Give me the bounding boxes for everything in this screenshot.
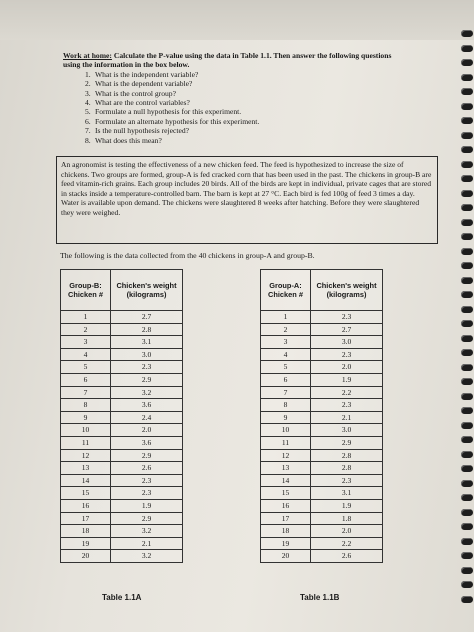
chicken-number-cell: 18 [261,525,311,538]
table-row [261,323,383,336]
table-row [61,361,183,374]
table-group-b [60,269,183,563]
weight-cell: 1.8 [311,512,383,525]
question-text: Formulate an alternate hypothesis for this experiment. [95,116,260,126]
question-item [63,98,463,107]
weight-cell: 1.9 [111,499,183,512]
weight-cell: 2.3 [111,487,183,500]
spiral-coil [461,320,473,327]
scenario-box: An agronomist is testing the effectiveness of a new chicken feed. The feed is hypothesized to increase the size of chickens. Two groups are formed, group-A is fed cracked corn that has been used in the past. The chickens in group-B are feed vitamin-rich grains. Each group includes 20 birds. All of the birds are kept in individual, private cages that are stored in stacks inside a temperature-controlled barn. The barn is kept at 27 °C. Each bird is fed 100g of feed 3 times a day. Water is available upon demand. The chickens were slaughtered 8 weeks after hatching. Before they were slaughtered they were weighed. [56,156,438,244]
chicken-number-cell: 13 [261,462,311,475]
chicken-number-cell: 11 [261,436,311,449]
chicken-number-cell: 7 [261,386,311,399]
question-item [63,107,463,116]
spiral-coil [461,596,473,603]
table-row [261,361,383,374]
question-number: 7. [85,126,91,136]
weight-cell: 3.1 [111,336,183,349]
weight-cell: 2.9 [111,449,183,462]
spiral-coil [461,306,473,313]
question-text: Formulate a null hypothesis for this experiment. [95,107,242,117]
question-number: 5. [85,107,91,117]
chicken-number-cell: 17 [261,512,311,525]
spiral-coil [461,277,473,284]
chicken-number-cell: 16 [261,499,311,512]
chicken-number-cell: 5 [261,361,311,374]
table-row [261,411,383,424]
spiral-coil [461,523,473,530]
table-row [261,386,383,399]
weight-cell: 3.6 [111,399,183,412]
weight-cell: 1.9 [311,499,383,512]
table-row [61,311,183,324]
question-number: 1. [85,69,91,79]
data-intro-text: The following is the data collected from the 40 chickens in group-A and group-B. [60,251,315,260]
table-row [61,462,183,475]
weight-cell: 3.0 [311,424,383,437]
table-row [261,487,383,500]
table-row [61,537,183,550]
chicken-number-cell: 7 [61,386,111,399]
page-top-shadow [0,0,474,40]
chicken-number-cell: 8 [61,399,111,412]
table-row [261,474,383,487]
chicken-number-cell: 4 [261,348,311,361]
question-text: Is the null hypothesis rejected? [95,126,190,136]
table-row [261,399,383,412]
chicken-number-cell: 10 [261,424,311,437]
spiral-coil [461,436,473,443]
chicken-number-cell: 2 [61,323,111,336]
question-item [63,70,463,79]
question-item [63,126,463,135]
weight-cell: 3.2 [111,525,183,538]
weight-cell: 2.3 [311,311,383,324]
instructions-heading [63,51,463,60]
table-row [61,512,183,525]
instructions-heading-line2: using the information in the box below. [63,60,190,70]
question-item [63,136,463,145]
spiral-coil [461,233,473,240]
question-number: 2. [85,79,91,89]
table-row [61,424,183,437]
weight-cell: 2.2 [311,386,383,399]
table-row [61,411,183,424]
chicken-number-cell: 9 [61,411,111,424]
table-group-a [260,269,383,563]
table-b-header-weight: Chicken's weight (kilograms) [311,270,383,311]
chicken-number-cell: 15 [61,487,111,500]
weight-cell: 1.9 [311,373,383,386]
weight-cell: 2.3 [311,399,383,412]
chicken-number-cell: 10 [61,424,111,437]
chicken-number-cell: 18 [61,525,111,538]
table-row [261,462,383,475]
question-number: 4. [85,98,91,108]
spiral-coil [461,146,473,153]
weight-cell: 2.4 [111,411,183,424]
weight-cell: 2.2 [311,537,383,550]
spiral-coil [461,30,473,37]
question-list [63,70,463,145]
chicken-number-cell: 17 [61,512,111,525]
question-item [63,117,463,126]
chicken-number-cell: 19 [261,537,311,550]
table-row [61,323,183,336]
weight-cell: 2.3 [311,474,383,487]
table-row [261,424,383,437]
chicken-number-cell: 20 [261,550,311,563]
chicken-number-cell: 1 [261,311,311,324]
table-row [61,550,183,563]
spiral-coil [461,538,473,545]
spiral-coil [461,480,473,487]
weight-cell: 2.7 [111,311,183,324]
question-item [63,79,463,88]
spiral-coil [461,335,473,342]
weight-cell: 2.9 [111,373,183,386]
spiral-coil [461,219,473,226]
table-b-header-chicken: Group-A: Chicken # [261,270,311,311]
weight-cell: 3.0 [111,348,183,361]
table-row [61,499,183,512]
spiral-coil [461,422,473,429]
table-row [61,399,183,412]
table-row [61,487,183,500]
table-row [61,525,183,538]
chicken-number-cell: 3 [61,336,111,349]
table-row [261,336,383,349]
chicken-number-cell: 16 [61,499,111,512]
table-row [61,373,183,386]
question-text: What are the control variables? [95,98,190,108]
chicken-number-cell: 14 [261,474,311,487]
spiral-coil [461,349,473,356]
chicken-number-cell: 1 [61,311,111,324]
spiral-coil [461,175,473,182]
chicken-number-cell: 9 [261,411,311,424]
weight-cell: 3.1 [311,487,383,500]
table-row [261,311,383,324]
weight-cell: 2.0 [311,525,383,538]
spiral-coil [461,204,473,211]
weight-cell: 3.2 [111,386,183,399]
chicken-number-cell: 14 [61,474,111,487]
spiral-coil [461,161,473,168]
weight-cell: 2.0 [111,424,183,437]
spiral-coil [461,190,473,197]
weight-cell: 2.3 [111,474,183,487]
weight-cell: 2.0 [311,361,383,374]
spiral-coil [461,407,473,414]
chicken-number-cell: 19 [61,537,111,550]
weight-cell: 2.9 [311,436,383,449]
table-a-header-weight: Chicken's weight (kilograms) [111,270,183,311]
question-text: What is the control group? [95,88,176,98]
weight-cell: 2.3 [111,361,183,374]
table-b-caption: Table 1.1B [300,593,340,602]
spiral-coil [461,262,473,269]
table-row [61,436,183,449]
weight-cell: 2.3 [311,348,383,361]
weight-cell: 2.9 [111,512,183,525]
instructions [63,51,463,145]
table-a-header-chicken: Group-B: Chicken # [61,270,111,311]
table-row [261,499,383,512]
spiral-coil [461,509,473,516]
table-row [61,386,183,399]
chicken-number-cell: 6 [61,373,111,386]
question-number: 8. [85,135,91,145]
chicken-number-cell: 2 [261,323,311,336]
table-row [261,373,383,386]
instructions-heading-text: Calculate the P-value using the data in Table 1.1. Then answer the following questions [113,51,392,60]
chicken-number-cell: 4 [61,348,111,361]
chicken-number-cell: 12 [61,449,111,462]
question-text: What does this mean? [95,135,162,145]
table-row [261,512,383,525]
spiral-coil [461,552,473,559]
spiral-coil [461,291,473,298]
table-row [261,348,383,361]
weight-cell: 2.1 [311,411,383,424]
table-row [61,474,183,487]
weight-cell: 2.6 [111,462,183,475]
question-number: 3. [85,88,91,98]
weight-cell: 2.6 [311,550,383,563]
spiral-coil [461,581,473,588]
question-item [63,89,463,98]
spiral-coil [461,364,473,371]
weight-cell: 2.8 [311,462,383,475]
spiral-coil [461,248,473,255]
chicken-number-cell: 8 [261,399,311,412]
weight-cell: 3.2 [111,550,183,563]
table-row [61,348,183,361]
weight-cell: 2.1 [111,537,183,550]
spiral-coil [461,393,473,400]
instructions-label: Work at home: [63,51,112,60]
chicken-number-cell: 11 [61,436,111,449]
chicken-number-cell: 15 [261,487,311,500]
table-row [261,449,383,462]
table-row [261,537,383,550]
question-text: What is the dependent variable? [95,79,193,89]
spiral-coil [461,451,473,458]
table-row [261,436,383,449]
table-row [261,550,383,563]
spiral-coil [461,494,473,501]
weight-cell: 3.0 [311,336,383,349]
chicken-number-cell: 13 [61,462,111,475]
chicken-number-cell: 6 [261,373,311,386]
table-row [261,525,383,538]
table-row [61,336,183,349]
chicken-number-cell: 5 [61,361,111,374]
question-number: 6. [85,116,91,126]
weight-cell: 2.8 [111,323,183,336]
spiral-coil [461,567,473,574]
weight-cell: 3.6 [111,436,183,449]
spiral-coil [461,378,473,385]
question-text: What is the independent variable? [95,69,199,79]
chicken-number-cell: 12 [261,449,311,462]
weight-cell: 2.8 [311,449,383,462]
table-a-caption: Table 1.1A [102,593,142,602]
weight-cell: 2.7 [311,323,383,336]
table-row [61,449,183,462]
spiral-coil [461,465,473,472]
chicken-number-cell: 3 [261,336,311,349]
chicken-number-cell: 20 [61,550,111,563]
